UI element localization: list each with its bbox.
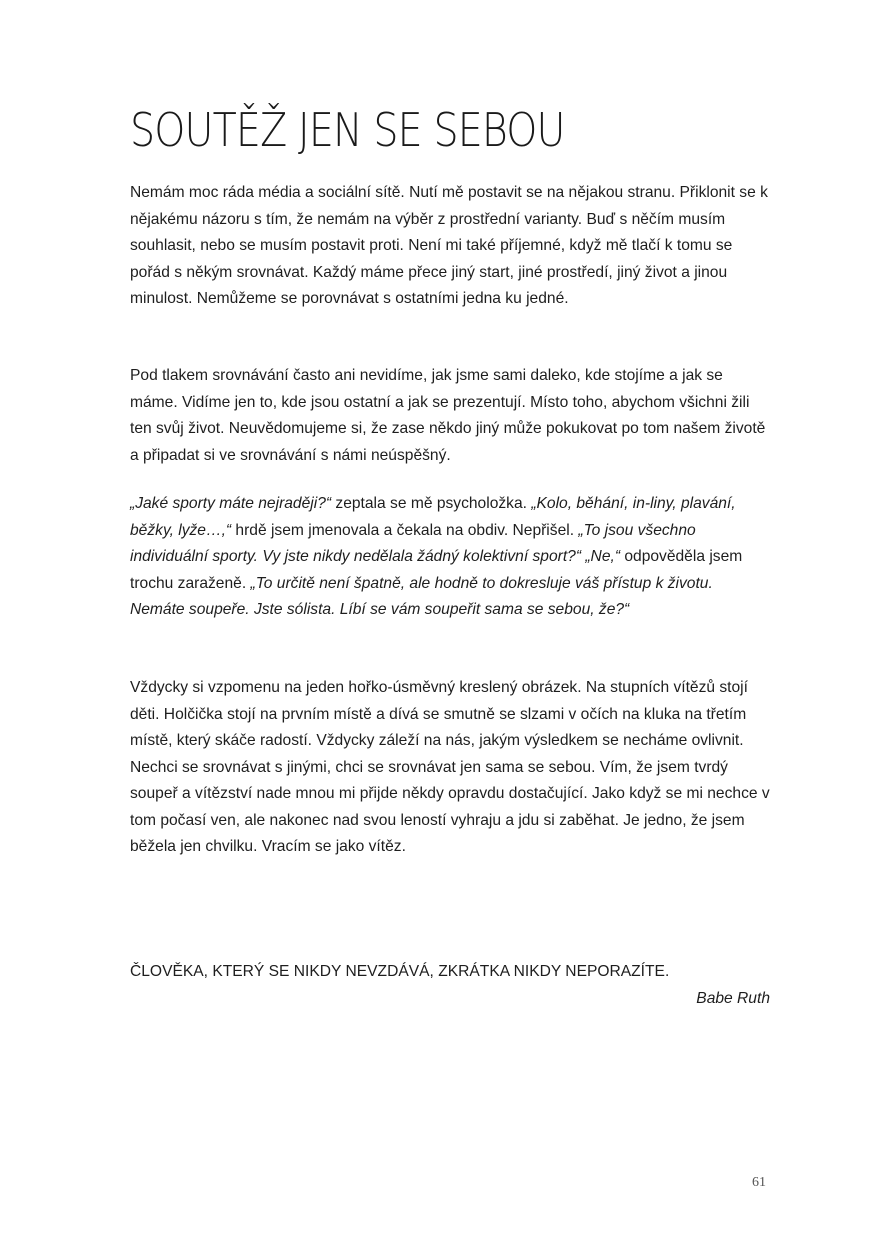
paragraph-comparison <box>130 363 770 494</box>
dialogue-text <box>130 491 770 624</box>
dialogue-quote: „Kolo, běhání, in-liny, plavání, běžky, lyže…,“ <box>130 495 736 539</box>
dialogue-narration: odpověděla jsem trochu zaraženě. <box>130 548 743 592</box>
dialogue-narration: zeptala se mě psycholožka. <box>331 495 532 512</box>
dialogue-quote: „Jaké sporty máte nejraději?“ <box>130 495 332 512</box>
chapter-title: SOUTĚŽ JEN SE SEBOU <box>130 103 565 157</box>
dialogue-quote: „Ne,“ <box>585 548 621 565</box>
dialogue-narration: hrdě jsem jmenovala a čekala na obdiv. Nepřišel. <box>231 521 579 539</box>
paragraph-podium <box>130 675 770 886</box>
paragraph-intro <box>130 180 770 338</box>
closing-quote <box>130 959 770 1012</box>
dialogue-quote: „To jsou všechno individuální sporty. Vy jste nikdy nedělala žádný kolektivní sport?“ <box>130 521 696 565</box>
paragraph-text: Nemám moc ráda média a sociální sítě. Nutí mě postavit se na nějakou stranu. Přiklonit se k nějakému názoru s tím, že nemám na výběr z prostřední varianty. Buď s něčím musím souhlasit, nebo se musím postavit proti. Není mi také příjemné, když mě tlačí k tomu se pořád s někým srovnávat. Každý máme přece jiný start, jiné prostředí, jiný život a jinou minulost. Nemůžeme se porovnávat s ostatními jedna ku jedné. <box>130 184 768 307</box>
paragraph-text: Vždycky si vzpomenu na jeden hořko-úsměvný kreslený obrázek. Na stupních vítězů stojí děti. Holčička stojí na prvním místě a dívá se smutně se slzami v očích na kluka na třetím místě, který skáče radostí. Vždycky záleží na nás, jakým výsledkem se necháme ovlivnit. Nechci se srovnávat s jinými, chci se srovnávat jen sama se sebou. Vím, že jsem tvrdý soupeř a vítězství nade mnou mi přijde někdy opravdu dostačující. Jako když se mi nechce v tom počasí ven, ale nakonec nad svou leností vyhraju a jdu si zaběhat. Je jedno, že jsem běžela jen chvilku. Vracím se jako vítěz. <box>130 679 770 855</box>
quote-text: ČLOVĚKA, KTERÝ SE NIKDY NEVZDÁVÁ, ZKRÁTKA NIKDY NEPORAZÍTE. <box>130 963 670 980</box>
quote-author: Babe Ruth <box>696 989 770 1007</box>
paragraph-text: Pod tlakem srovnávání často ani nevidíme, jak jsme sami daleko, kde stojíme a jak se máme. Vidíme jen to, kde jsou ostatní a jak se prezentují. Místo toho, abychom všichni žili ten svůj život. Neuvědomujeme si, že zase někdo jiný může pokukovat po tom našem životě a připadat si ve srovnávání s námi neúspěšný. <box>130 367 766 464</box>
page-number: 61 <box>752 1175 766 1190</box>
paragraph-dialogue <box>130 491 770 649</box>
dialogue-quote: „To určitě není špatně, ale hodně to dokresluje váš přístup k životu. Nemáte soupeře. Jste sólista. Líbí se vám soupeřit sama se sebou, že?“ <box>130 574 713 618</box>
